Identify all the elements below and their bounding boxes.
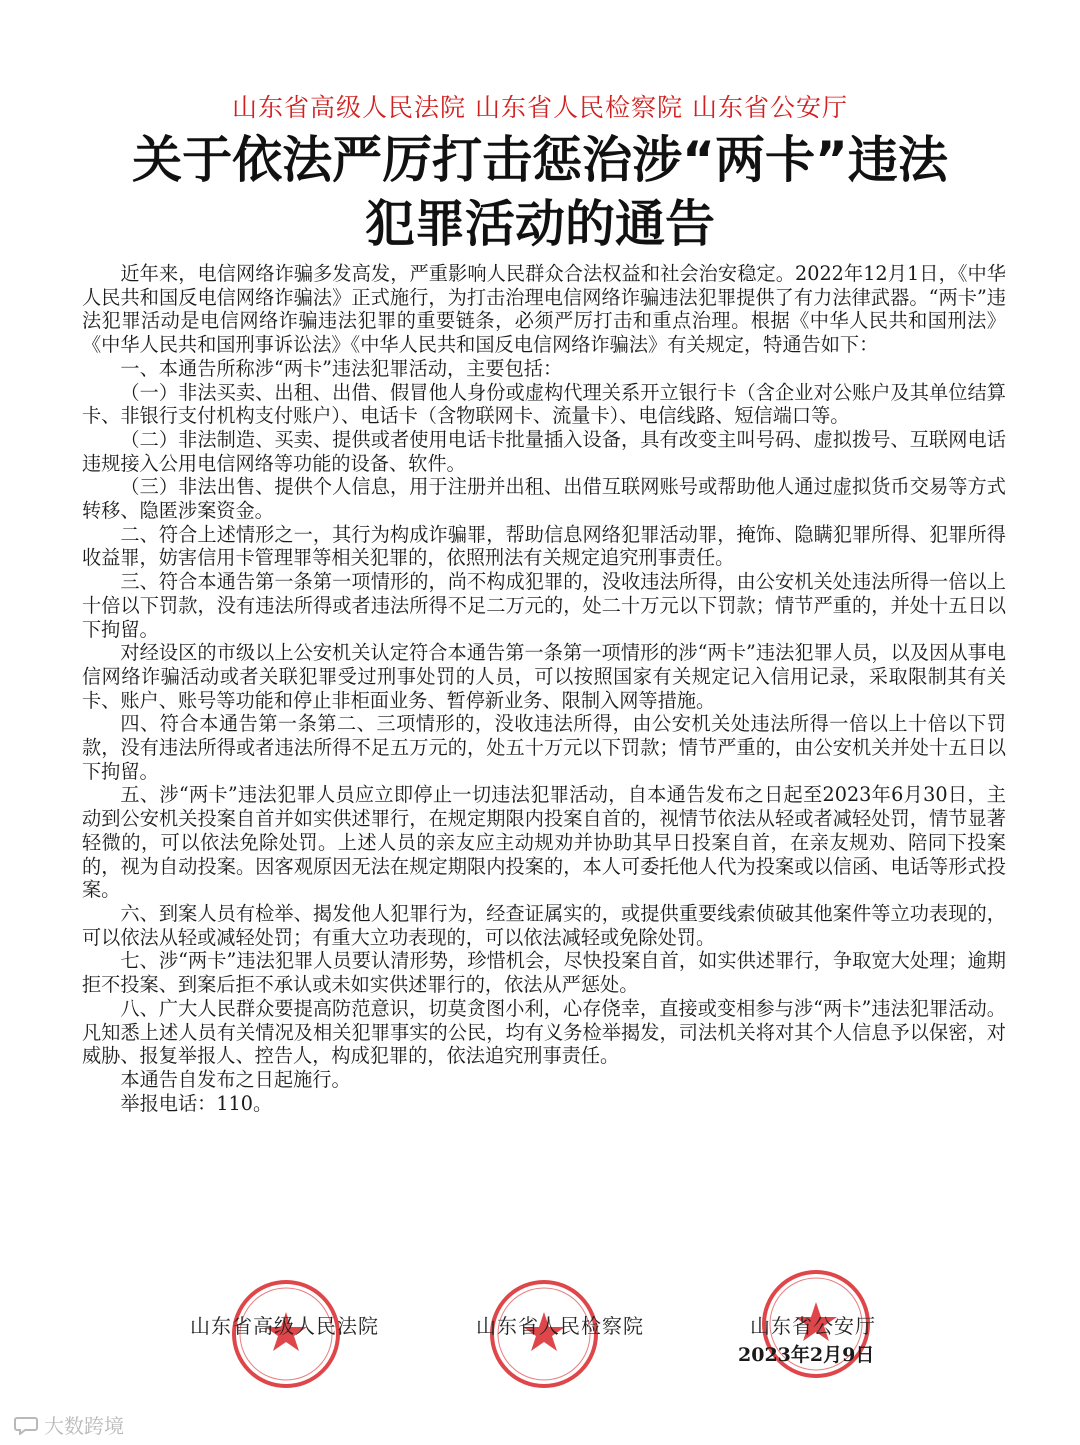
signatory-court: 山东省高级人民法院 xyxy=(190,1314,379,1338)
paragraph: 八、广大人民群众要提高防范意识，切莫贪图小利，心存侥幸，直接或变相参与涉“两卡”违法犯罪活动。凡知悉上述人员有关情况及相关犯罪事实的公民，均有义务检举揭发，司法机关将对其个人信息予以保密，对威胁、报复举报人、控告人，构成犯罪的，依法追究刑事责任。 xyxy=(82,996,1006,1068)
paragraph: 对经设区的市级以上公安机关认定符合本通告第一条第一项情形的涉“两卡”违法犯罪人员，以及因从事电信网络诈骗活动或者关联犯罪受过刑事处罚的人员，可以按照国家有关规定记入信用记录，采取限制其有关卡、账户、账号等功能和停止非柜面业务、暂停新业务、限制入网等措施。 xyxy=(82,641,1006,712)
paragraph: 五、涉“两卡”违法犯罪人员应立即停止一切违法犯罪活动，自本通告发布之日起至2023年6月30日，主动到公安机关投案自首并如实供述罪行，在规定期限内投案自首的，视情节依法从轻或者减轻处罚，情节显著轻微的，可以依法免除处罚。上述人员的亲友应主动规劝并协助其早日投案自首，在亲友规劝、陪同下投案的，视为自动投案。因客观原因无法在规定期限内投案的，本人可委托他人代为投案或以信函、电话等形式投案。 xyxy=(82,783,1006,902)
signatory-police: 山东省公安厅 xyxy=(750,1314,876,1338)
notice-title xyxy=(40,128,1040,256)
paragraph: 三、符合本通告第一条第一项情形的，尚不构成犯罪的，没收违法所得，由公安机关处违法所得一倍以上十倍以下罚款，没有违法所得或者违法所得不足二万元的，处二十万元以下罚款；情节严重的，并处十五日以下拘留。 xyxy=(82,570,1006,641)
chat-bubble-icon xyxy=(14,1415,38,1435)
paragraph: 四、符合本通告第一条第二、三项情形的，没收违法所得，由公安机关处违法所得一倍以上十倍以下罚款，没有违法所得或者违法所得不足五万元的，处五十万元以下罚款；情节严重的，由公安机关并处十五日以下拘留。 xyxy=(82,712,1006,783)
paragraph: 六、到案人员有检举、揭发他人犯罪行为，经查证属实的，或提供重要线索侦破其他案件等立功表现的，可以依法从轻或减轻处罚；有重大立功表现的，可以依法减轻或免除处罚。 xyxy=(82,901,1006,949)
title-line-1: 关于依法严厉打击惩治涉“两卡”违法 xyxy=(132,131,948,189)
paragraph: 二、符合上述情形之一，其行为构成诈骗罪，帮助信息网络犯罪活动罪，掩饰、隐瞒犯罪所得、犯罪所得收益罪，妨害信用卡管理罪等相关犯罪的，依照刑法有关规定追究刑事责任。 xyxy=(82,522,1006,570)
paragraph: （二）非法制造、买卖、提供或者使用电话卡批量插入设备，具有改变主叫号码、虚拟拨号、互联网电话违规接入公用电信网络等功能的设备、软件。 xyxy=(82,427,1006,475)
paragraph: 七、涉“两卡”违法犯罪人员要认清形势，珍惜机会，尽快投案自首，如实供述罪行，争取宽大处理；逾期拒不投案、到案后拒不承认或未如实供述罪行的，依法从严惩处。 xyxy=(82,949,1006,997)
watermark xyxy=(14,1410,124,1439)
notice-body xyxy=(82,262,1006,1115)
report-phone: 举报电话：110。 xyxy=(120,1091,273,1115)
title-line-2: 犯罪活动的通告 xyxy=(365,195,715,253)
paragraph: 本通告自发布之日起施行。 xyxy=(120,1067,351,1091)
signature-area xyxy=(0,1278,1080,1398)
watermark-text: 大数跨境 xyxy=(44,1414,124,1438)
paragraph: 近年来，电信网络诈骗多发高发，严重影响人民群众合法权益和社会治安稳定。2022年12月1日，《中华人民共和国反电信网络诈骗法》正式施行，为打击治理电信网络诈骗违法犯罪提供了有力法律武器。“两卡”违法犯罪活动是电信网络诈骗违法犯罪的重要链条，必须严厉打击和重点治理。根据《中华人民共和国刑法》《中华人民共和国刑事诉讼法》《中华人民共和国反电信网络诈骗法》有关规定，特通告如下： xyxy=(82,262,1006,357)
issue-date: 2023年2月9日 xyxy=(738,1344,875,1366)
paragraph: 一、本通告所称涉“两卡”违法犯罪活动，主要包括： xyxy=(120,356,563,380)
signatory-procuratorate: 山东省人民检察院 xyxy=(476,1314,644,1338)
paragraph: （一）非法买卖、出租、出借、假冒他人身份或虚构代理关系开立银行卡（含企业对公账户及其单位结算卡、非银行支付机构支付账户）、电话卡（含物联网卡、流量卡）、电信线路、短信端口等。 xyxy=(82,380,1006,428)
issuing-authorities: 山东省高级人民法院 山东省人民检察院 山东省公安厅 xyxy=(232,93,848,122)
paragraph: （三）非法出售、提供个人信息，用于注册并出租、出借互联网账号或帮助他人通过虚拟货币交易等方式转移、隐匿涉案资金。 xyxy=(82,475,1006,523)
